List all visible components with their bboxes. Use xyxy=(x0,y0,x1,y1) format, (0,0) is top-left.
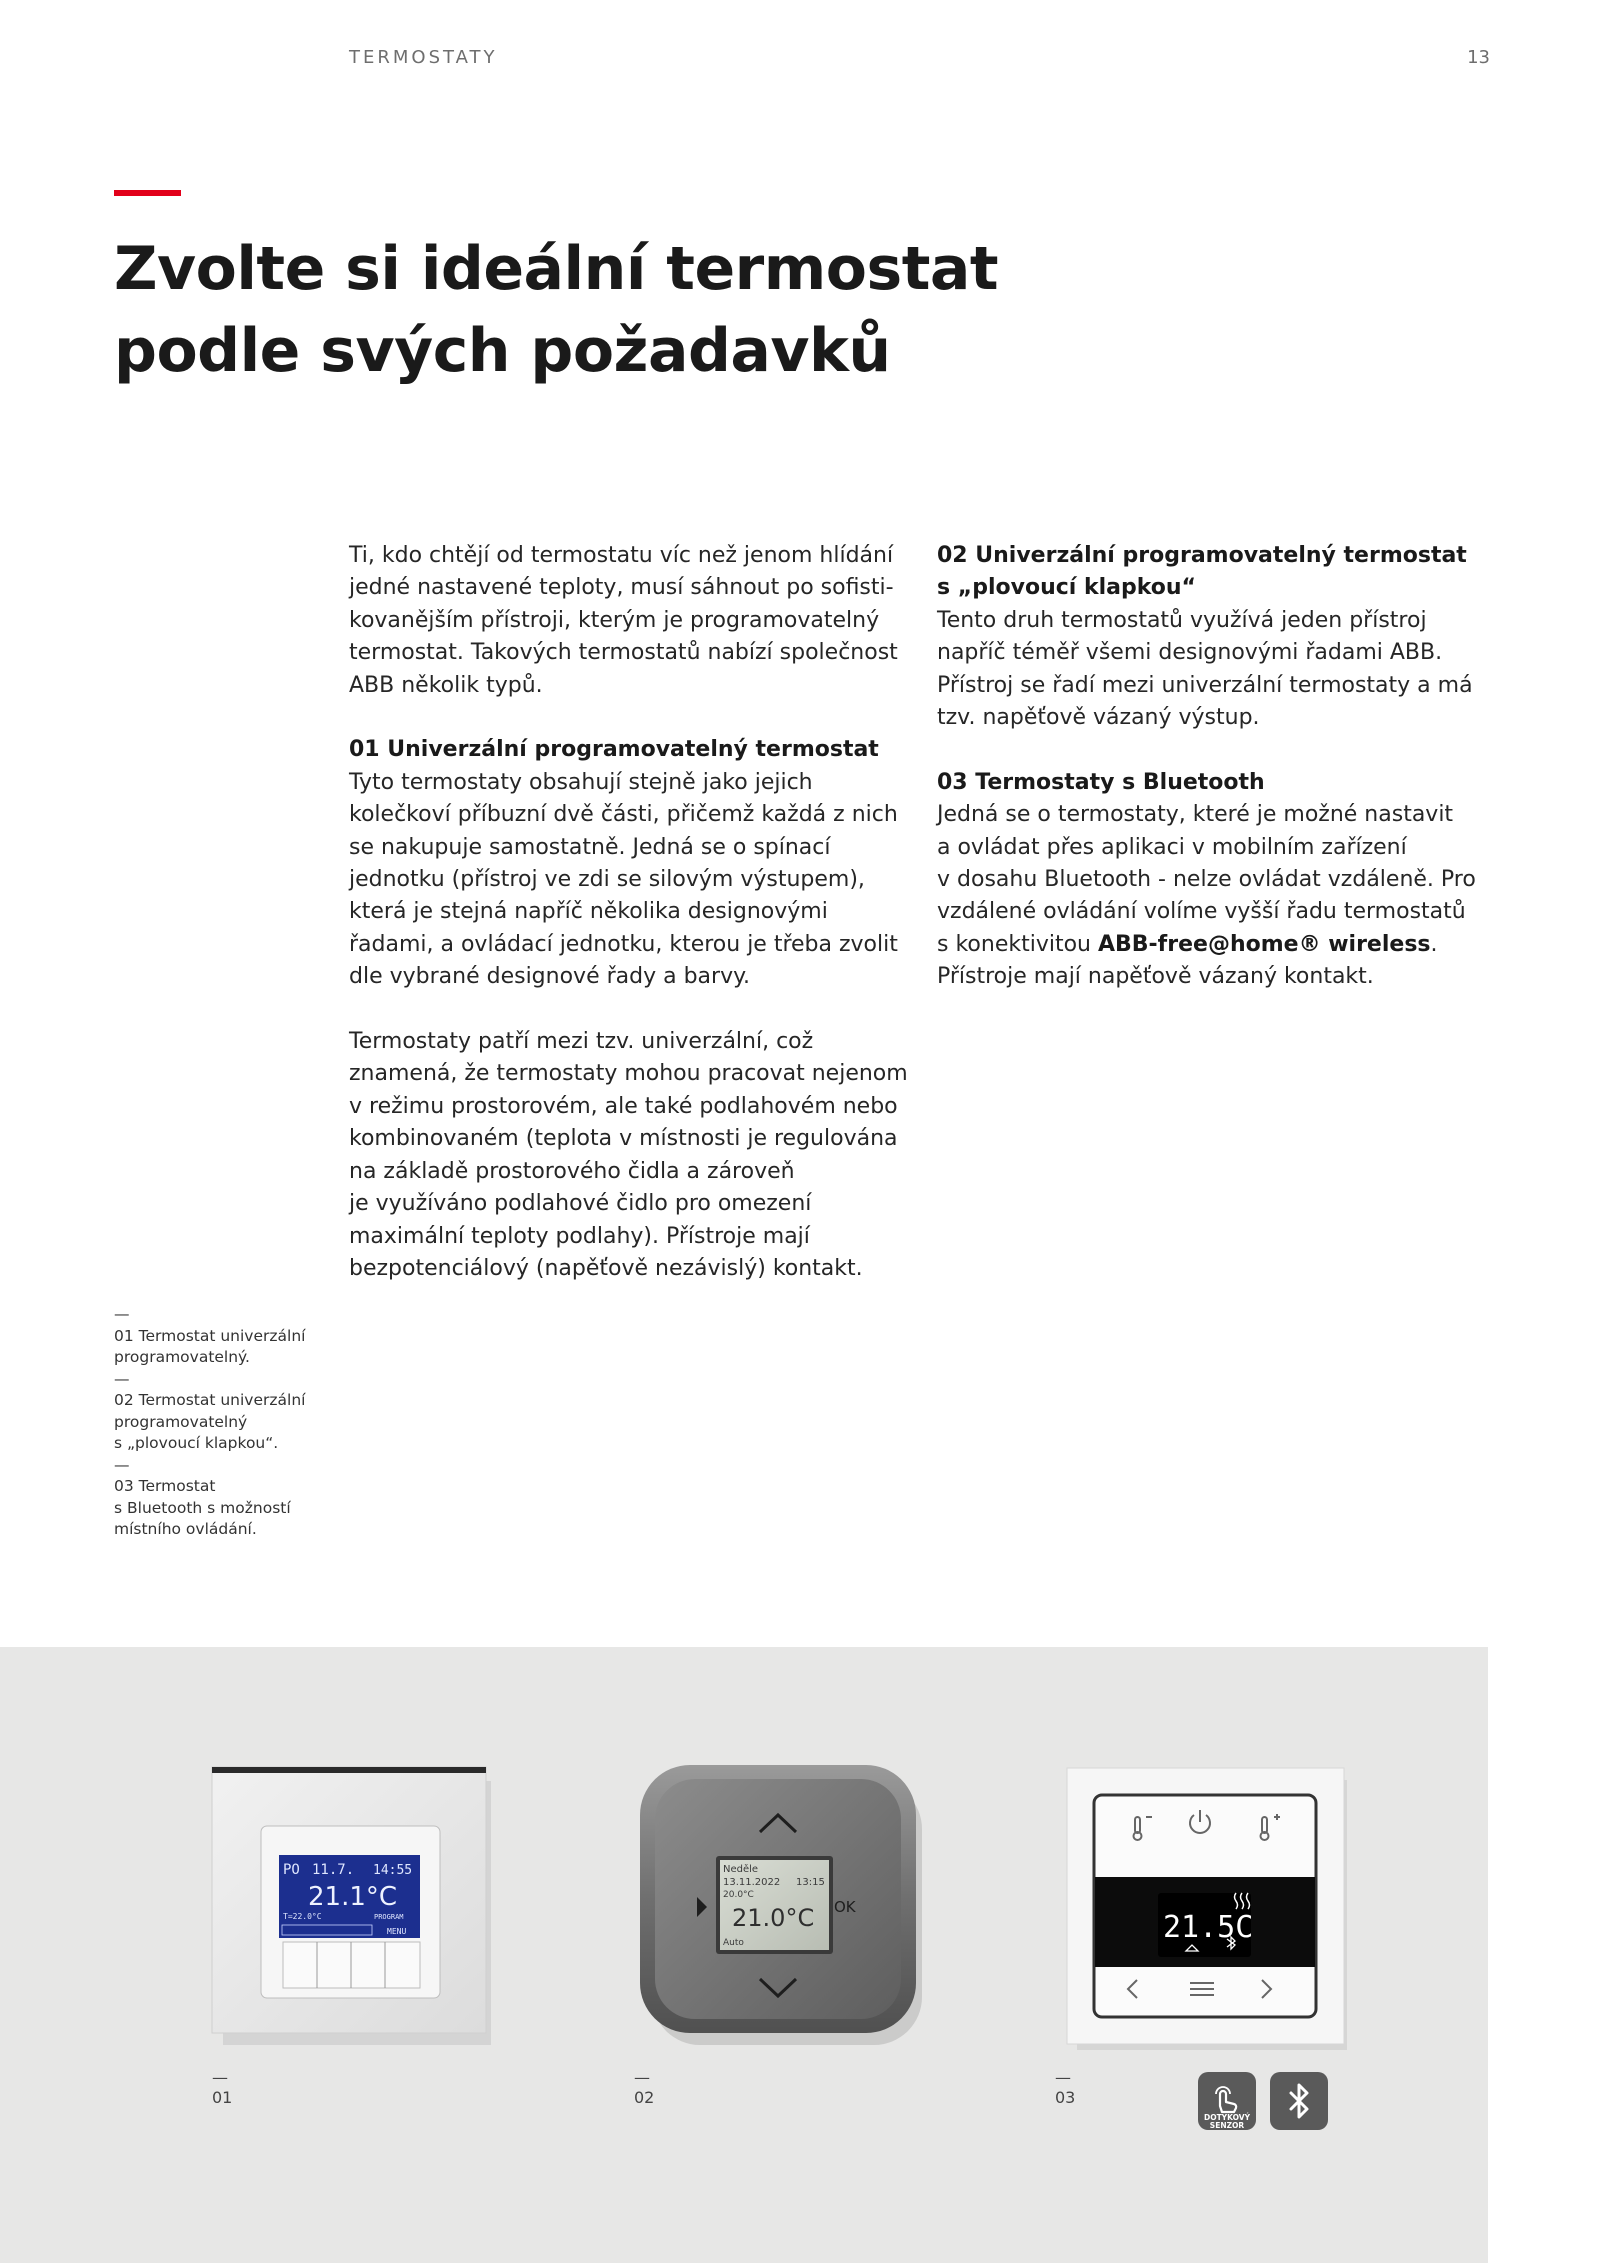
accent-bar xyxy=(114,190,181,196)
universal-paragraph xyxy=(349,1026,909,1285)
touch-sensor-label: DOTYKOVÝ xyxy=(1203,2113,1251,2122)
device-02-temp: 21.0°C xyxy=(732,1904,815,1932)
product-photo xyxy=(0,1647,1488,2263)
image-captions xyxy=(114,1304,344,1541)
device-02-date: 13.11.2022 xyxy=(723,1877,781,1888)
section-02-paragraph xyxy=(937,540,1487,734)
text-line: Přístroj se řadí mezi univerzální termostaty a má xyxy=(937,672,1473,698)
title-line: Zvolte si ideální termostat xyxy=(114,234,999,304)
device-02-set: 20.0°C xyxy=(723,1890,754,1900)
text-fragment: s konektivitou xyxy=(937,931,1098,957)
text-fragment: . xyxy=(1430,931,1438,957)
text-line: Tyto termostaty obsahují stejně jako jejich xyxy=(349,769,813,795)
product-photo-illustration xyxy=(0,1647,1488,2263)
title-line: podle svých požadavků xyxy=(114,316,891,386)
caption-dash: — xyxy=(114,1455,130,1474)
product-label-03 xyxy=(1055,2068,1075,2108)
product-label-number: 01 xyxy=(212,2088,233,2107)
section-01-paragraph xyxy=(349,734,909,993)
touch-sensor-label: SENZOR xyxy=(1209,2121,1245,2130)
device-02-time: 13:15 xyxy=(796,1877,825,1888)
text-line: jednotku (přístroj ve zdi se silovým výstupem), xyxy=(349,867,865,893)
section-03-heading: 03 Termostaty s Bluetooth xyxy=(937,769,1265,795)
caption-line: 02 Termostat univerzální xyxy=(114,1391,306,1409)
caption-line: programovatelný xyxy=(114,1412,248,1431)
text-line: bezpotenciálový (napěťově nezávislý) kontakt. xyxy=(349,1255,863,1281)
text-line: napříč téměř všemi designovými řadami ABB. xyxy=(937,640,1443,666)
text-line: vzdálené ovládání volíme vyšší řadu termostatů xyxy=(937,899,1466,925)
bluetooth-badge xyxy=(1270,2072,1328,2130)
thermostat-01 xyxy=(212,1767,491,2045)
text-line: Jedná se o termostaty, které je možné nastavit xyxy=(937,802,1454,828)
section-label: TERMOSTATY xyxy=(349,47,498,68)
product-label-dash: — xyxy=(1055,2068,1071,2087)
device-02-ok-label: OK xyxy=(834,1898,856,1916)
text-line: dle vybrané designové řady a barvy. xyxy=(349,964,750,990)
text-line: kolečkoví příbuzní dvě části, přičemž každá z nich xyxy=(349,802,898,828)
text-line: kombinovaném (teplota v místnosti je regulována xyxy=(349,1126,898,1152)
device-01-day: PO xyxy=(283,1862,300,1878)
text-line: jedné nastavené teploty, musí sáhnout po sofisti- xyxy=(349,575,894,601)
product-label-01 xyxy=(212,2068,232,2108)
text-line xyxy=(937,929,1487,961)
text-line: termostat. Takových termostatů nabízí společnost xyxy=(349,640,898,666)
text-line: v režimu prostorovém, ale také podlahovém nebo xyxy=(349,1093,898,1119)
page-title xyxy=(114,228,1214,392)
text-line: kovanějším přístroji, kterým je programovatelný xyxy=(349,607,880,633)
device-03-temp: 21.5C xyxy=(1163,1910,1254,1945)
device-02-day: Neděle xyxy=(723,1864,759,1875)
product-label-02 xyxy=(634,2068,654,2108)
text-line: Termostaty patří mezi tzv. univerzální, což xyxy=(349,1029,814,1055)
device-01-menu: MENU xyxy=(387,1927,407,1936)
text-line: se nakupuje samostatně. Jedná se o spínací xyxy=(349,834,831,860)
caption-line: 01 Termostat univerzální xyxy=(114,1326,306,1345)
device-01-program: PROGRAM xyxy=(374,1913,404,1921)
intro-paragraph xyxy=(349,540,909,702)
text-line: maximální teploty podlahy). Přístroje mají xyxy=(349,1223,810,1249)
product-label-dash: — xyxy=(634,2068,650,2087)
section-03-paragraph xyxy=(937,767,1487,994)
text-line: a ovládat přes aplikaci v mobilním zařízení xyxy=(937,834,1407,860)
caption-line: programovatelný. xyxy=(114,1348,250,1366)
left-column xyxy=(349,540,909,1318)
touch-sensor-badge xyxy=(1198,2072,1256,2130)
page-number: 13 xyxy=(1467,47,1490,68)
device-01-time: 14:55 xyxy=(373,1863,413,1878)
product-label-number: 02 xyxy=(634,2088,655,2107)
device-02-mode: Auto xyxy=(723,1938,744,1948)
device-01-setpoint: T=22.0°C xyxy=(283,1912,322,1921)
product-label-number: 03 xyxy=(1055,2088,1076,2107)
caption-dash: — xyxy=(114,1369,130,1388)
text-line: je využíváno podlahové čidlo pro omezení xyxy=(349,1191,812,1217)
product-label-dash: — xyxy=(212,2068,228,2087)
text-line: na základě prostorového čidla a zároveň xyxy=(349,1158,795,1184)
text-line: Ti, kdo chtějí od termostatu víc než jenom hlídání xyxy=(349,543,894,568)
text-line: znamená, že termostaty mohou pracovat nejenom xyxy=(349,1061,908,1087)
section-02-heading: 02 Univerzální programovatelný termostat xyxy=(937,543,1467,568)
device-01-date: 11.7. xyxy=(312,1862,355,1878)
text-line: řadami, a ovládací jednotku, kterou je třeba zvolit xyxy=(349,931,898,957)
text-line: v dosahu Bluetooth - nelze ovládat vzdáleně. Pro xyxy=(937,867,1476,893)
caption-dash: — xyxy=(114,1305,130,1323)
section-01-heading: 01 Univerzální programovatelný termostat xyxy=(349,737,879,763)
caption-line: 03 Termostat xyxy=(114,1477,216,1495)
bluetooth-icon xyxy=(1270,2072,1328,2130)
section-02-heading: s „plovoucí klapkou“ xyxy=(937,575,1197,601)
caption-line: s Bluetooth s možností xyxy=(114,1498,291,1517)
text-line: která je stejná napříč několika designovými xyxy=(349,899,828,925)
device-01-temp: 21.1°C xyxy=(308,1882,398,1912)
caption-line: místního ovládání. xyxy=(114,1520,257,1538)
text-line: tzv. napěťově vázaný výstup. xyxy=(937,705,1260,731)
text-line: ABB několik typů. xyxy=(349,672,543,698)
caption-line: s „plovoucí klapkou“. xyxy=(114,1434,279,1452)
thermostat-03 xyxy=(1067,1768,1347,2050)
right-column xyxy=(937,540,1487,1026)
brand-name: ABB-free@home® wireless xyxy=(1097,931,1431,957)
thermostat-02 xyxy=(640,1765,922,2045)
text-line: Přístroje mají napěťově vázaný kontakt. xyxy=(937,964,1374,990)
text-line: Tento druh termostatů využívá jeden přístroj xyxy=(937,607,1427,633)
